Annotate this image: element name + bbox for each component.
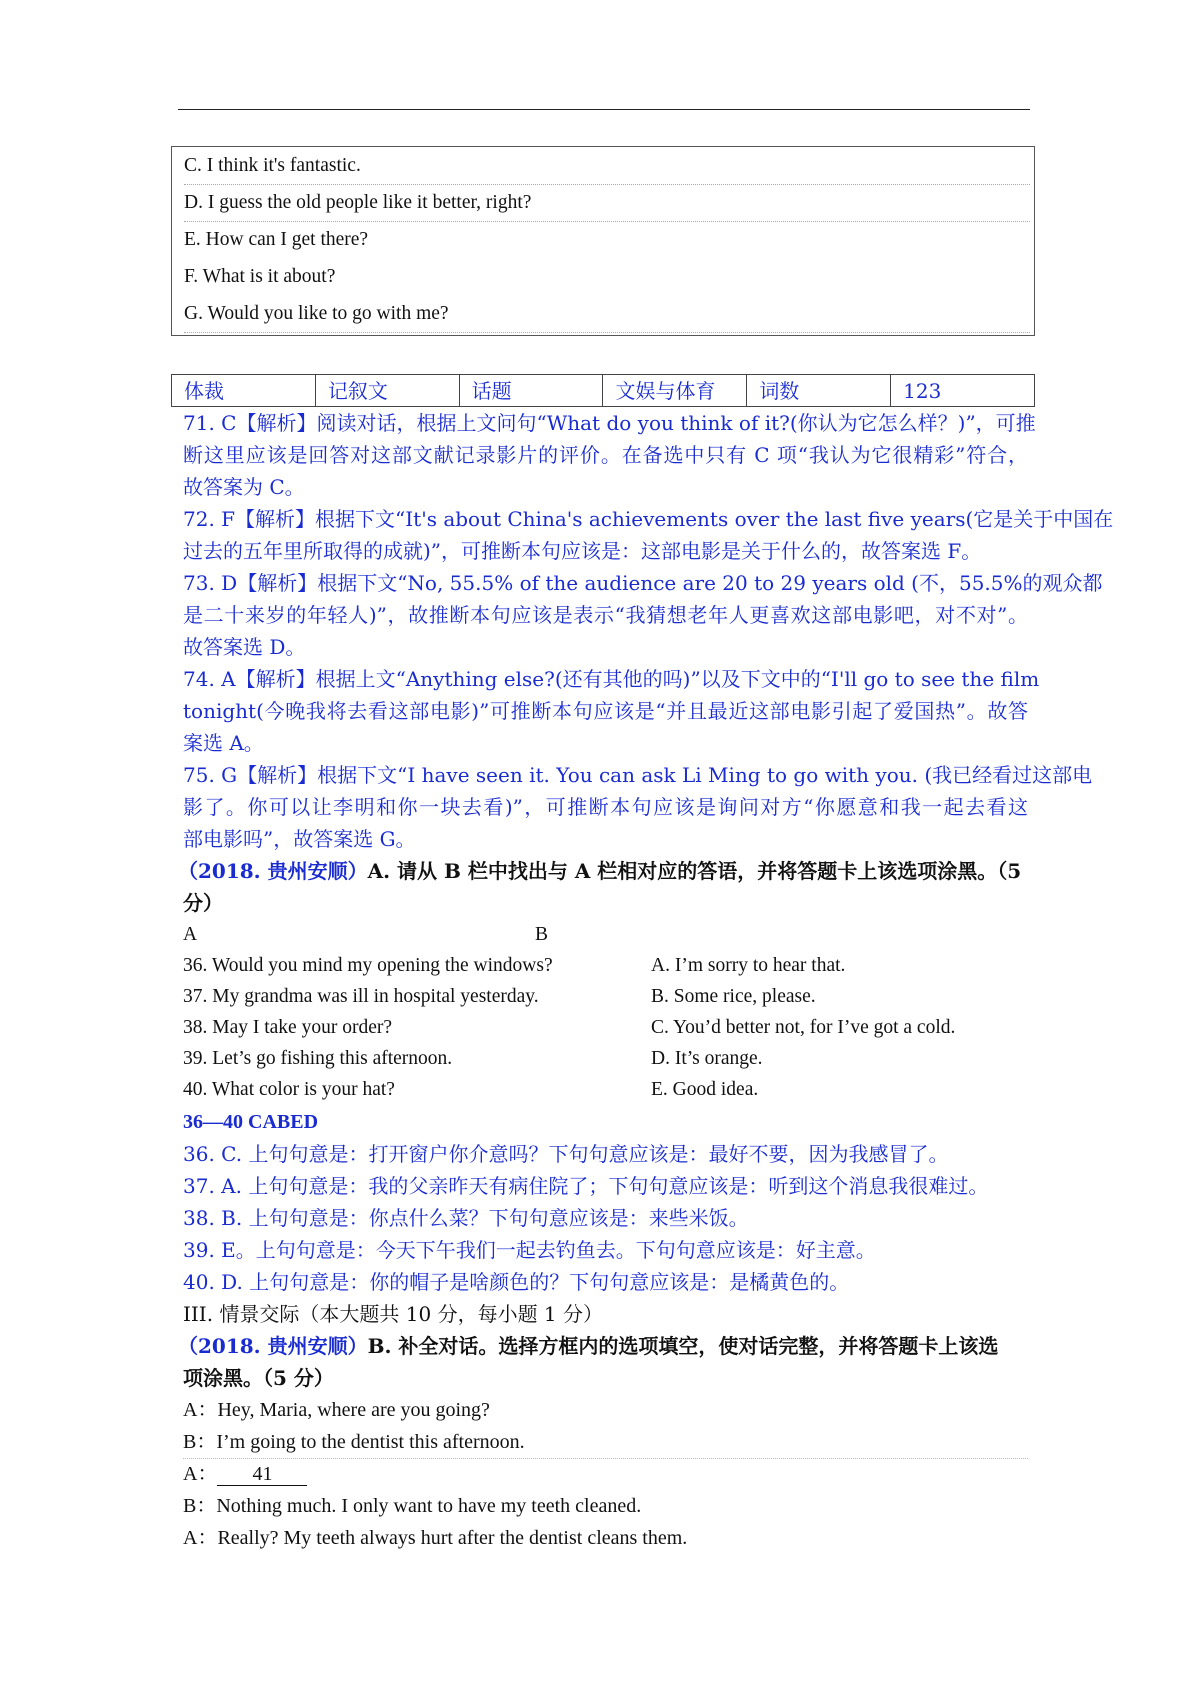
explanation-line: 74. A【解析】根据上文“Anything else?(还有其他的吗)”以及下文中的“I'll go to see the film [183,667,1040,691]
col-a-item: 38. May I take your order? [183,1017,393,1038]
dialogue-line: A：Really? My teeth always hurt after the dentist cleans them. [183,1527,688,1549]
section-iii-heading: III. 情景交际（本大题共 10 分，每小题 1 分） [183,1302,604,1326]
section-a-instruction: A. 请从 B 栏中找出与 A 栏相对应的答语，并将答题卡上该选项涂黑。（5 [367,859,1022,883]
section-b-instruction: B. 补全对话。选择方框内的选项填空，使对话完整，并将答题卡上该选 [367,1334,999,1358]
words-value: 123 [891,375,1035,407]
explanation-line: 71. C【解析】阅读对话，根据上文问句“What do you think of it?(你认为它怎么样？)”，可推 [183,411,1036,435]
section-a-instruction-cont: 分） [183,891,223,915]
section-a-heading [178,855,1023,887]
explanation-line: 故答案为 C。 [183,475,305,499]
col-b-header: B [535,924,549,945]
topic-value: 文娱与体育 [603,375,747,407]
explanation-line: 是二十来岁的年轻人)”，故推断本句应该是表示“我猜想老年人更喜欢这部电影吧，对不对”。 [183,603,1028,627]
header-rule [178,109,1030,110]
genre-label: 体裁 [172,375,316,407]
section-b-heading [178,1330,1023,1362]
option-f: F. What is it about? [184,266,336,287]
answer-note: 37. A. 上句句意是：我的父亲昨天有病住院了；下句句意应该是：听到这个消息我很难过。 [183,1174,989,1198]
genre-value: 记叙文 [315,375,459,407]
dialogue-line: B：I’m going to the dentist this afternoon. [183,1426,1028,1459]
explanation-line: 断这里应该是回答对这部文献记录影片的评价。在备选中只有 C 项“我认为它很精彩”符合， [183,443,1028,467]
dialogue-line: A：Hey, Maria, where are you going? [183,1399,490,1421]
dialogue-line: B：Nothing much. I only want to have my teeth cleaned. [183,1495,642,1517]
col-a-item: 36. Would you mind my opening the windows? [183,955,553,976]
option-g: G. Would you like to go with me? [184,295,1030,333]
answer-note: 38. B. 上句句意是：你点什么菜？下句句意应该是：来些米饭。 [183,1206,749,1230]
explanation-line: 过去的五年里所取得的成就)”，可推断本句应该是：这部电影是关于什么的，故答案选 F。 [183,539,982,563]
topic-label: 话题 [459,375,603,407]
col-b-item: B. Some rice, please. [651,986,816,1007]
section-a-source: （2018. 贵州安顺） [178,859,368,883]
explanation-line: 案选 A。 [183,731,264,755]
answer-note: 36. C. 上句句意是：打开窗户你介意吗？下句句意应该是：最好不要，因为我感冒了。 [183,1142,949,1166]
explanation-line: 75. G【解析】根据下文“I have seen it. You can ask Li Ming to go with you. (我已经看过这部电 [183,763,1093,787]
col-a-header: A [183,924,198,945]
answer-note: 39. E。上句句意是：今天下午我们一起去钓鱼去。下句句意应该是：好主意。 [183,1238,876,1262]
col-b-item: E. Good idea. [651,1079,759,1100]
answer-note: 40. D. 上句句意是：你的帽子是啥颜色的？下句句意应该是：是橘黄色的。 [183,1270,850,1294]
section-b-source: （2018. 贵州安顺） [178,1334,368,1358]
explanation-line: 部电影吗”，故答案选 G。 [183,827,416,851]
explanation-line: tonight(今晚我将去看这部电影)”可推断本句应该是“并且最近这部电影引起了爱国热”。故答 [183,699,1028,723]
col-a-item: 39. Let’s go fishing this afternoon. [183,1048,453,1069]
option-d: D. I guess the old people like it better, right? [184,184,1030,222]
explanation-line: 73. D【解析】根据下文“No, 55.5% of the audience are 20 to 29 years old (不，55.5%的观众都 [183,571,1103,595]
col-b-item: D. It’s orange. [651,1048,763,1069]
col-a-item: 37. My grandma was ill in hospital yesterday. [183,986,539,1007]
explanation-line: 72. F【解析】根据下文“It's about China's achievements over the last five years(它是关于中国在 [183,507,1114,531]
words-label: 词数 [747,375,891,407]
col-b-item: A. I’m sorry to hear that. [651,955,846,976]
col-a-item: 40. What color is your hat? [183,1079,395,1100]
section-a-answer: 36—40 CABED [183,1111,319,1133]
options-box [171,146,1035,336]
option-c: C. I think it's fantastic. [184,147,1030,185]
info-table [171,374,1035,407]
dialogue-line-blank [183,1458,1028,1490]
explanation-line: 故答案选 D。 [183,635,306,659]
dialogue-speaker: A： [183,1463,218,1485]
section-b-instruction-cont: 项涂黑。（5 分） [183,1366,334,1390]
option-e: E. How can I get there? [184,229,369,250]
col-b-item: C. You’d better not, for I’ve got a cold. [651,1017,956,1038]
answer-blank: 41 [217,1463,307,1486]
explanation-line: 影了。你可以让李明和你一块去看)”，可推断本句应该是询问对方“你愿意和我一起去看这 [183,795,1028,819]
